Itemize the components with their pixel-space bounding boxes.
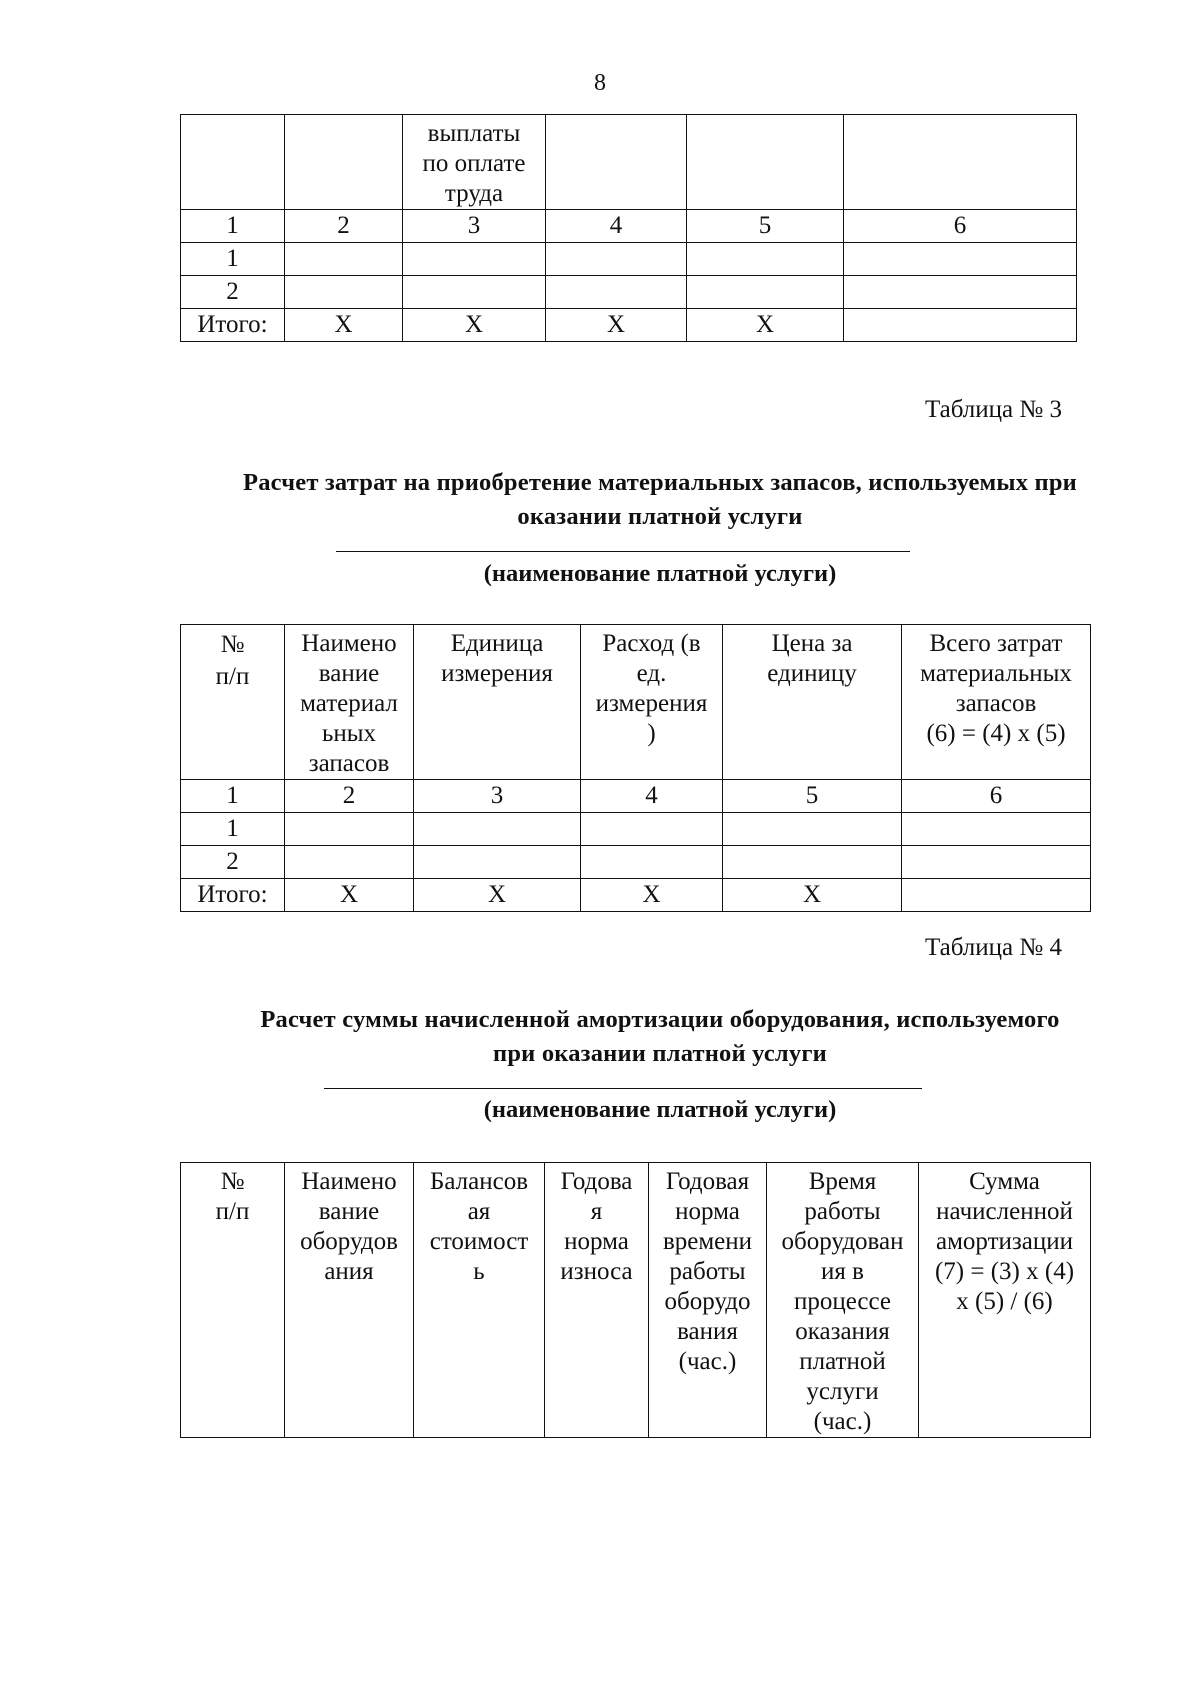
header-text-line: измерения: [441, 660, 553, 687]
header-cell: [767, 1163, 919, 1438]
column-number-cell: 3: [414, 780, 581, 813]
header-cell: [649, 1163, 767, 1438]
header-text-line: Единица: [450, 630, 544, 657]
header-text-line: ед.: [636, 660, 667, 687]
header-text-line: работы: [669, 1258, 746, 1285]
table-3-caption: (наименование платной услуги): [483, 560, 837, 587]
header-cell: [285, 1163, 414, 1438]
header-text-line: №: [220, 631, 245, 658]
header-text-line: начисленной: [936, 1198, 1073, 1225]
table-4: [180, 1162, 1091, 1438]
table-cell: [902, 846, 1091, 879]
header-text-line: оборудован: [781, 1228, 904, 1255]
header-cell: [181, 1163, 285, 1438]
table-cell: [285, 846, 414, 879]
table-cell: [687, 243, 844, 276]
table-cell: [403, 243, 546, 276]
table-cell: [844, 309, 1077, 342]
header-cell: [414, 1163, 545, 1438]
header-text-line: времени: [662, 1228, 753, 1255]
table-cell: Х: [687, 309, 844, 342]
header-text-line: Наимено: [301, 630, 397, 657]
column-number-cell: 6: [844, 210, 1077, 243]
header-text-line: Всего затрат: [929, 630, 1063, 657]
column-number-cell: 1: [181, 210, 285, 243]
table-cell: [285, 276, 403, 309]
table-cell: Х: [723, 879, 902, 912]
table-row: [181, 276, 1077, 309]
header-text-line: норма: [564, 1228, 629, 1255]
header-text-line: ь: [473, 1258, 485, 1285]
header-text-line: материал: [300, 690, 398, 717]
header-text-line: выплаты: [427, 120, 521, 147]
table-cell: [285, 243, 403, 276]
table-3: [180, 624, 1091, 912]
header-text-line: (час.): [813, 1408, 872, 1435]
table-row: [181, 813, 1091, 846]
header-text-line: Расход (в: [602, 630, 701, 657]
header-cell: [181, 115, 285, 210]
table-4-caption: (наименование платной услуги): [483, 1096, 837, 1123]
header-cell: [403, 115, 546, 210]
header-text-line: работы: [804, 1198, 881, 1225]
header-cell: [581, 625, 723, 780]
table-cell: [902, 813, 1091, 846]
header-cell: [545, 1163, 649, 1438]
header-text-line: (час.): [678, 1348, 737, 1375]
table-cell: [546, 243, 687, 276]
header-cell: [902, 625, 1091, 780]
table-cell: [403, 276, 546, 309]
service-name-blank-line: [324, 1088, 922, 1089]
column-number-cell: 1: [181, 780, 285, 813]
header-cell: [844, 115, 1077, 210]
header-cell: [546, 115, 687, 210]
header-cell: [687, 115, 844, 210]
table-cell: [546, 276, 687, 309]
header-text-line: запасов: [308, 750, 390, 777]
table-cell: [285, 813, 414, 846]
header-text-line: услуги: [806, 1378, 879, 1405]
header-text-line: п/п: [215, 663, 250, 690]
header-text-line: х (5) / (6): [956, 1288, 1053, 1315]
table-cell: Х: [403, 309, 546, 342]
header-text-line: труда: [444, 180, 504, 207]
header-text-line: Время: [808, 1168, 877, 1195]
column-number-cell: 5: [723, 780, 902, 813]
table-header-row: [181, 625, 1091, 780]
total-label: Итого:: [181, 879, 285, 912]
header-text-line: платной: [799, 1348, 886, 1375]
table-cell: Х: [546, 309, 687, 342]
header-text-line: ания: [324, 1258, 374, 1285]
header-text-line: материальных: [920, 660, 1072, 687]
header-text-line: (7) = (3) х (4): [934, 1258, 1075, 1285]
header-text-line: (6) = (4) х (5): [926, 720, 1066, 747]
table-cell: [902, 879, 1091, 912]
table-cell: [844, 276, 1077, 309]
header-cell: [919, 1163, 1091, 1438]
table-row: [181, 243, 1077, 276]
table-cell: [844, 243, 1077, 276]
table-cell: Х: [581, 879, 723, 912]
page-number: 8: [594, 70, 606, 96]
header-text-line: Годовая: [665, 1168, 750, 1195]
header-text-line: единицу: [767, 660, 857, 687]
table-cell: 2: [181, 846, 285, 879]
column-number-row: [181, 780, 1091, 813]
column-number-cell: 3: [403, 210, 546, 243]
total-row: [181, 879, 1091, 912]
table-cell: Х: [414, 879, 581, 912]
header-text-line: оборудо: [664, 1288, 751, 1315]
table-cell: [581, 813, 723, 846]
table-cell: [687, 276, 844, 309]
header-cell: [723, 625, 902, 780]
header-text-line: №: [220, 1168, 245, 1195]
column-number-cell: 4: [581, 780, 723, 813]
column-number-cell: 5: [687, 210, 844, 243]
table-cell: [723, 813, 902, 846]
header-text-line: ьных: [321, 720, 377, 747]
table-cell: Х: [285, 879, 414, 912]
header-text-line: вания: [677, 1318, 738, 1345]
table-header-row: [181, 1163, 1091, 1438]
column-number-cell: 2: [285, 780, 414, 813]
title-line: оказании платной услуги: [517, 503, 803, 530]
total-row: [181, 309, 1077, 342]
table-header-row: [181, 115, 1077, 210]
header-text-line: ): [647, 720, 656, 747]
table-cell: [414, 813, 581, 846]
table-cell: 1: [181, 813, 285, 846]
header-text-line: ия в: [821, 1258, 864, 1285]
header-text-line: оказания: [795, 1318, 890, 1345]
header-text-line: п/п: [215, 1198, 250, 1225]
header-text-line: вание: [318, 660, 380, 687]
header-text-line: запасов: [955, 690, 1037, 717]
header-text-line: по оплате: [422, 150, 526, 177]
header-cell: [285, 115, 403, 210]
title-line: Расчет затрат на приобретение материальных запасов, используемых при: [243, 469, 1077, 496]
header-text-line: процессе: [793, 1288, 892, 1315]
header-cell: [414, 625, 581, 780]
header-text-line: измерения: [595, 690, 708, 717]
table-2-continuation: [180, 114, 1077, 342]
total-label: Итого:: [181, 309, 285, 342]
header-text-line: оборудов: [300, 1228, 398, 1255]
column-number-cell: 2: [285, 210, 403, 243]
table-cell: Х: [285, 309, 403, 342]
table-cell: [723, 846, 902, 879]
table-4-label: Таблица № 4: [924, 934, 1062, 961]
title-line: Расчет суммы начисленной амортизации оборудования, используемого: [260, 1006, 1060, 1033]
header-text-line: амортизации: [936, 1228, 1073, 1255]
header-text-line: Балансов: [429, 1168, 529, 1195]
header-text-line: я: [590, 1198, 603, 1225]
column-number-row: [181, 210, 1077, 243]
header-text-line: износа: [560, 1258, 633, 1285]
header-text-line: Цена за: [771, 630, 853, 657]
header-text-line: Наимено: [301, 1168, 397, 1195]
table-4-title: [180, 1003, 1140, 1071]
header-text-line: Сумма: [969, 1168, 1040, 1195]
table-row: [181, 846, 1091, 879]
title-line: при оказании платной услуги: [493, 1040, 827, 1067]
table-3-label: Таблица № 3: [924, 396, 1062, 423]
header-text-line: ая: [467, 1198, 491, 1225]
table-cell: 1: [181, 243, 285, 276]
header-cell: [285, 625, 414, 780]
header-text-line: вание: [318, 1198, 380, 1225]
header-text-line: Годова: [560, 1168, 633, 1195]
header-text-line: стоимост: [429, 1228, 529, 1255]
table-3-title: [180, 466, 1140, 534]
header-cell: [181, 625, 285, 780]
table-cell: [581, 846, 723, 879]
column-number-cell: 6: [902, 780, 1091, 813]
column-number-cell: 4: [546, 210, 687, 243]
header-text-line: норма: [675, 1198, 740, 1225]
table-cell: 2: [181, 276, 285, 309]
service-name-blank-line: [336, 551, 910, 552]
table-cell: [414, 846, 581, 879]
